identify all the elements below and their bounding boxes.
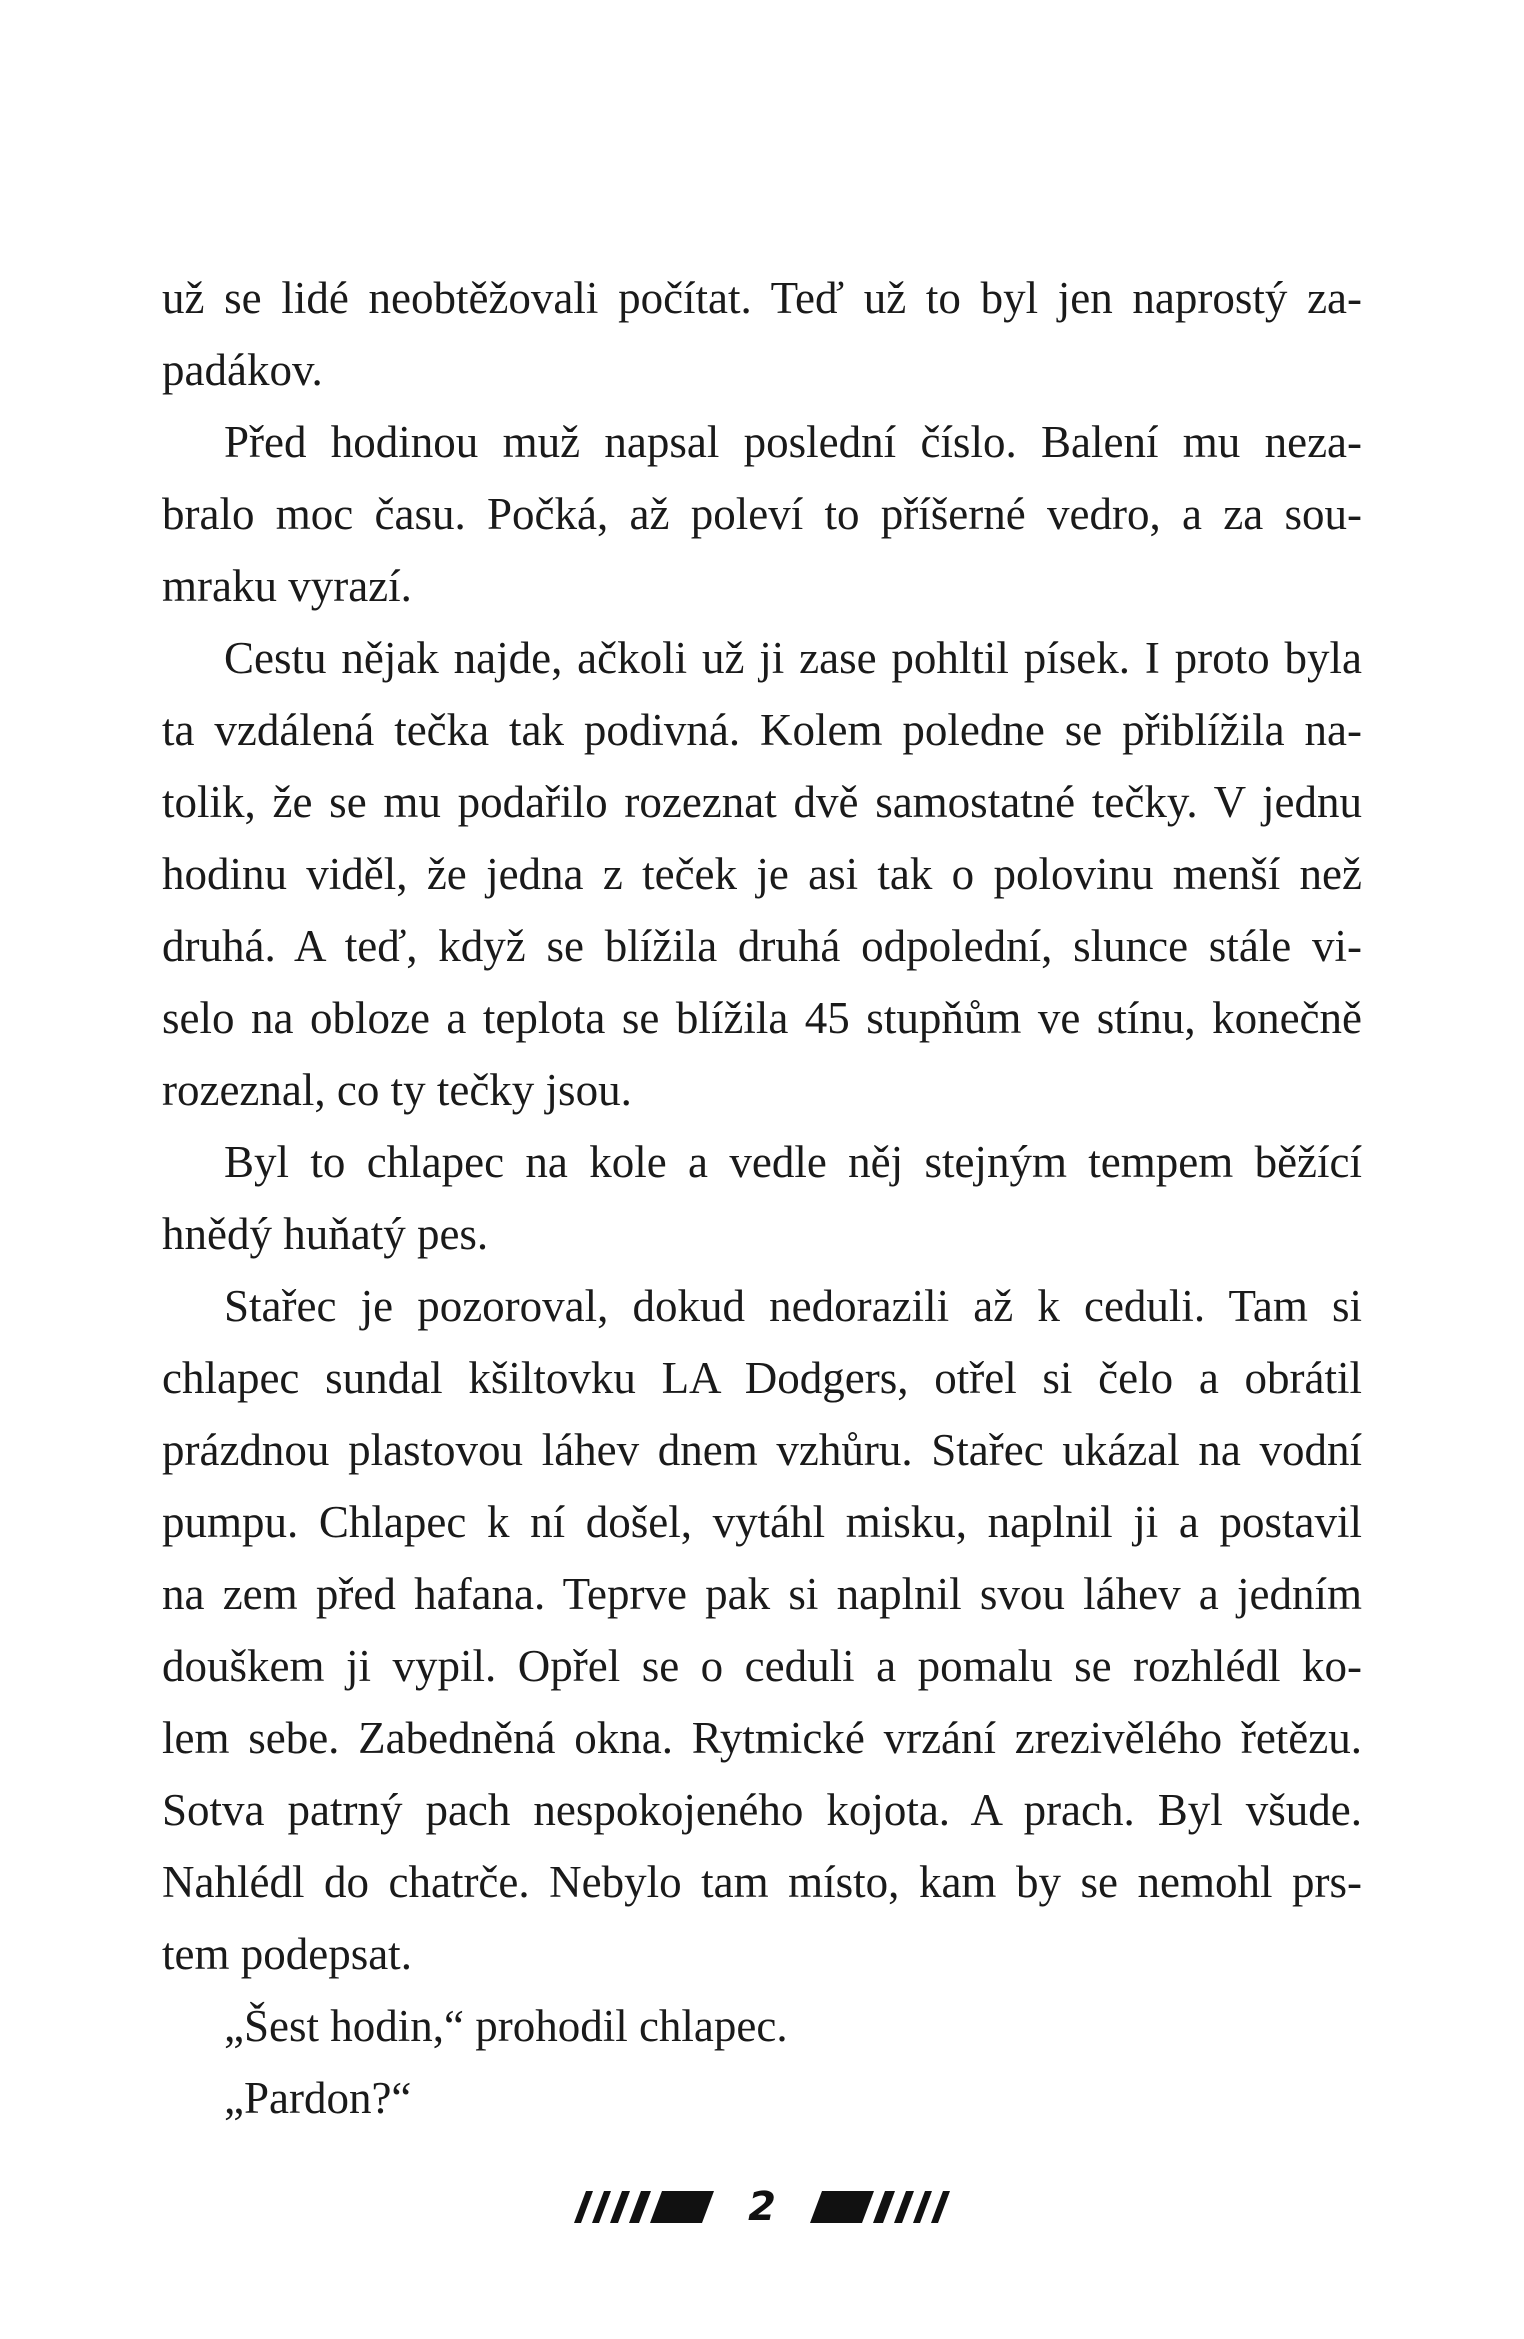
text-line: ta vzdálená tečka tak podivná. Kolem poledne se přiblížila na-: [162, 705, 1362, 755]
text-line: pumpu. Chlapec k ní došel, vytáhl misku, naplnil ji a postavil: [162, 1497, 1362, 1547]
text-line: prázdnou plastovou láhev dnem vzhůru. Stařec ukázal na vodní: [162, 1425, 1362, 1475]
text-line: Nahlédl do chatrče. Nebylo tam místo, kam by se nemohl prs-: [162, 1857, 1362, 1907]
text-line: douškem ji vypil. Opřel se o ceduli a pomalu se rozhlédl ko-: [162, 1641, 1362, 1691]
text-line: Cestu nějak najde, ačkoli už ji zase pohltil písek. I proto byla: [224, 633, 1362, 683]
text-line: hnědý huňatý pes.: [162, 1209, 489, 1259]
text-line: druhá. A teď, když se blížila druhá odpolední, slunce stále vi-: [162, 921, 1362, 971]
text-line: „Pardon?“: [224, 2073, 412, 2123]
text-line: selo na obloze a teplota se blížila 45 stupňům ve stínu, konečně: [162, 993, 1362, 1043]
body-text: [162, 262, 1362, 2134]
text-line: chlapec sundal kšiltovku LA Dodgers, otřel si čelo a obrátil: [162, 1353, 1362, 1403]
page-footer: [0, 2183, 1524, 2231]
text-line: tem podepsat.: [162, 1929, 412, 1979]
page-number: 2: [748, 2184, 776, 2230]
text-line: na zem před hafana. Teprve pak si naplnil svou láhev a jedním: [162, 1569, 1362, 1619]
text-line: mraku vyrazí.: [162, 561, 412, 611]
text-line: rozeznal, co ty tečky jsou.: [162, 1065, 632, 1115]
text-line: hodinu viděl, že jedna z teček je asi tak o polovinu menší než: [162, 849, 1362, 899]
text-line: bralo moc času. Počká, až poleví to příšerné vedro, a za sou-: [162, 489, 1362, 539]
text-line: tolik, že se mu podařilo rozeznat dvě samostatné tečky. V jednu: [162, 777, 1362, 827]
text-line: Stařec je pozoroval, dokud nedorazili až k ceduli. Tam si: [224, 1281, 1362, 1331]
text-line: padákov.: [162, 345, 323, 395]
text-line: Před hodinou muž napsal poslední číslo. Balení mu neza-: [224, 417, 1362, 467]
left-stripes-ornament: [574, 2191, 714, 2223]
text-line: „Šest hodin,“ prohodil chlapec.: [224, 2001, 788, 2051]
text-line: už se lidé neobtěžovali počítat. Teď už to byl jen naprostý za-: [162, 273, 1362, 323]
right-stripes-ornament: [810, 2191, 950, 2223]
text-line: lem sebe. Zabedněná okna. Rytmické vrzání zrezivělého řetězu.: [162, 1713, 1362, 1763]
text-line: Sotva patrný pach nespokojeného kojota. A prach. Byl všude.: [162, 1785, 1362, 1835]
text-line: Byl to chlapec na kole a vedle něj stejným tempem běžící: [224, 1137, 1362, 1187]
